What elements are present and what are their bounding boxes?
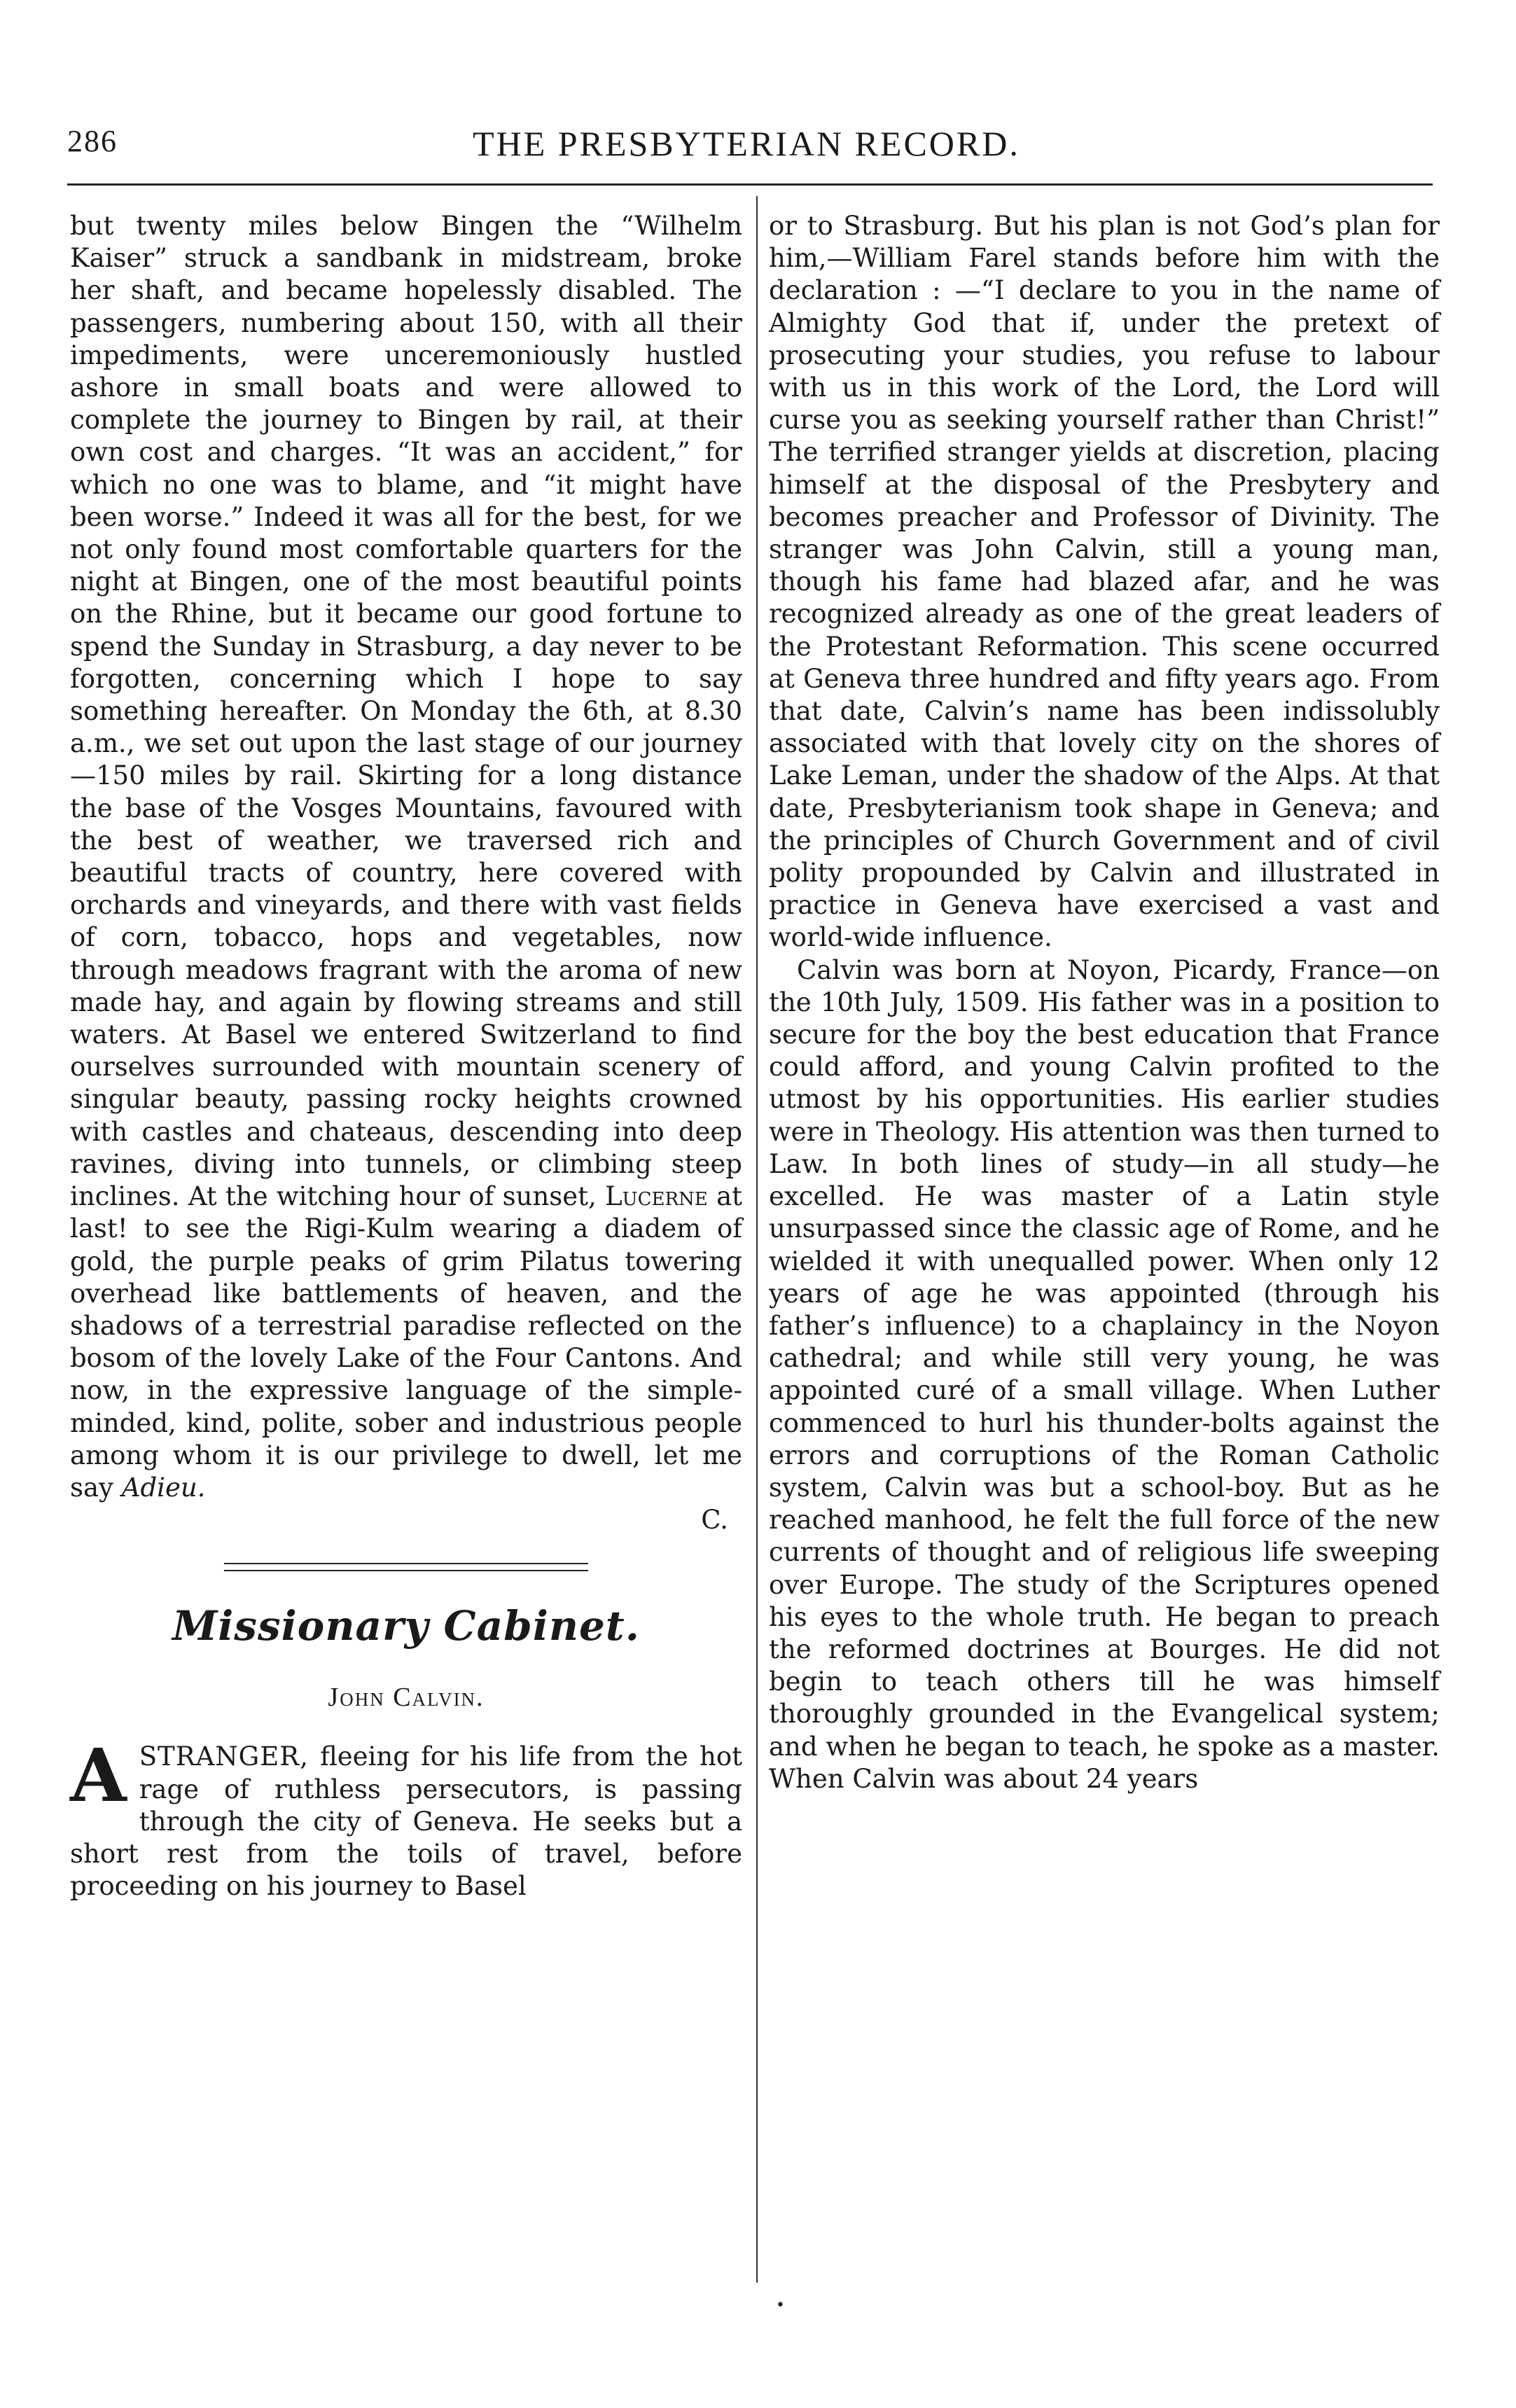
intro-text: fleeing for his life from the hot rage of ruthless persecutors, is passing through the city of Geneva. He seeks but a short rest from the toils of travel, before proceeding on his journey to Basel — [70, 1741, 742, 1902]
signature: C. — [701, 1505, 728, 1536]
travel-text: but twenty miles below Bingen the “Wilhelm Kaiser” struck a sandbank in midstream, broke her shaft, and became hopelessly disabled. The passengers, numbering about 150, with all their impediments, were unceremoniously hustled ashore in small boats and were allowed to complete the journey to Bingen by rail, at their own cost and charges. “It was an accident,” for which no one was to blame, and “it might have been worse.” Indeed it was all for the best, for we not only found most comfortable quarters for the night at Bingen, one of the most beautiful points on the Rhine, but it became our good fortune to spend the Sunday in Strasburg, a day never to be forgotten, concerning which I hope to say something hereafter. On Monday the 6th, at 8.30 a.m., we set out upon the last stage of our journey—150 miles by rail. Skirting for a long distance the base of the Vosges Mountains, favoured with the best of weather, we traversed rich and beautiful tracts of country, here covered with orchards and vineyards, and there with vast fields of corn, tobacco, hops and vegetables, now through meadows fragrant with the aroma of new made hay, and again by flowing streams and still waters. At Basel we entered Switzerland to find ourselves surrounded with mountain scenery of singular beauty, passing rocky heights crowned with castles and chateaus, descending into deep ravines, diving into tunnels, or climbing steep inclines. At the witching hour of sunset, — [70, 211, 742, 1212]
calvin-birth-paragraph: Calvin was born at Noyon, Picardy, France—on the 10th July, 1509. His father was in a position to secure for the boy the best education that France could afford, and young Calvin profited to the utmost by his opportunities. His earlier studies were in Theology. His attention was then turned to Law. In both lines of study—in all study—he excelled. He was master of a Latin style unsurpassed since the classic age of Rome, and he wielded it with unequalled power. When only 12 years of age he was appointed (through his father’s influence) to a chaplaincy in the Noyon cathedral; and while still very young, he was appointed curé of a small village. When Luther commenced to hurl his thunder-bolts against the errors and corruptions of the Roman Catholic system, Calvin was but a school-boy. But as he reached manhood, he felt the full force of the new currents of thought and of religious life sweeping over Europe. The study of the Scriptures opened his eyes to the whole truth. He began to preach the reformed doctrines at Bourges. He did not begin to teach others till he was himself thoroughly grounded in the Evangelical system; and when he began to teach, he spoke as a master. When Calvin was about 24 years — [769, 954, 1440, 1794]
header-rule — [67, 183, 1433, 186]
intro-paragraph — [70, 1732, 742, 1902]
column-divider — [756, 196, 758, 2283]
right-column — [769, 210, 1440, 1795]
lucerne-word: Lucerne — [605, 1181, 708, 1212]
travel-text-continued: at last! to see the Rigi-Kulm wearing a diadem of gold, the purple peaks of grim Pilatus towering overhead like battlements of heaven, and the shadows of a terrestrial paradise reflected on the bosom of the lovely Lake of the Four Cantons. And now, in the expressive language of the simple-minded, kind, polite, sober and industrious people among whom it is our privilege to dwell, let me say — [70, 1181, 742, 1503]
page-title: THE PRESBYTERIAN RECORD. — [473, 124, 1020, 163]
article-title: John Calvin. — [328, 1683, 485, 1713]
footer-mark: • — [776, 2297, 785, 2314]
section-heading: Missionary Cabinet. — [172, 1602, 640, 1650]
travel-paragraph — [70, 210, 742, 1504]
intro-first-word: STRANGER, — [139, 1741, 309, 1772]
section-divider — [224, 1563, 588, 1571]
dropcap-letter: A — [70, 1732, 127, 1819]
farel-paragraph: or to Strasburg. But his plan is not God’s plan for him,—William Farel stands before him with the declaration : —“I declare to you in the name of Almighty God that if, under the pretext of prosecuting your studies, you refuse to labour with us in this work of the Lord, the Lord will curse you as seeking yourself rather than Christ!” The terrified stranger yields at discretion, placing himself at the disposal of the Presbytery and becomes preacher and Professor of Divinity. The stranger was John Calvin, still a young man, though his fame had blazed afar, and he was recognized already as one of the great leaders of the Protestant Reformation. This scene occurred at Geneva three hundred and fifty years ago. From that date, Calvin’s name has been indissolubly associated with that lovely city on the shores of Lake Leman, under the shadow of the Alps. At that date, Presbyterianism took shape in Geneva; and the principles of Church Government and of civil polity propounded by Calvin and illustrated in practice in Geneva have exercised a vast and world-wide influence. — [769, 211, 1440, 953]
adieu-word: Adieu. — [121, 1472, 206, 1503]
page-header — [67, 123, 1426, 179]
page-number: 286 — [67, 124, 118, 158]
left-column — [70, 210, 742, 1902]
